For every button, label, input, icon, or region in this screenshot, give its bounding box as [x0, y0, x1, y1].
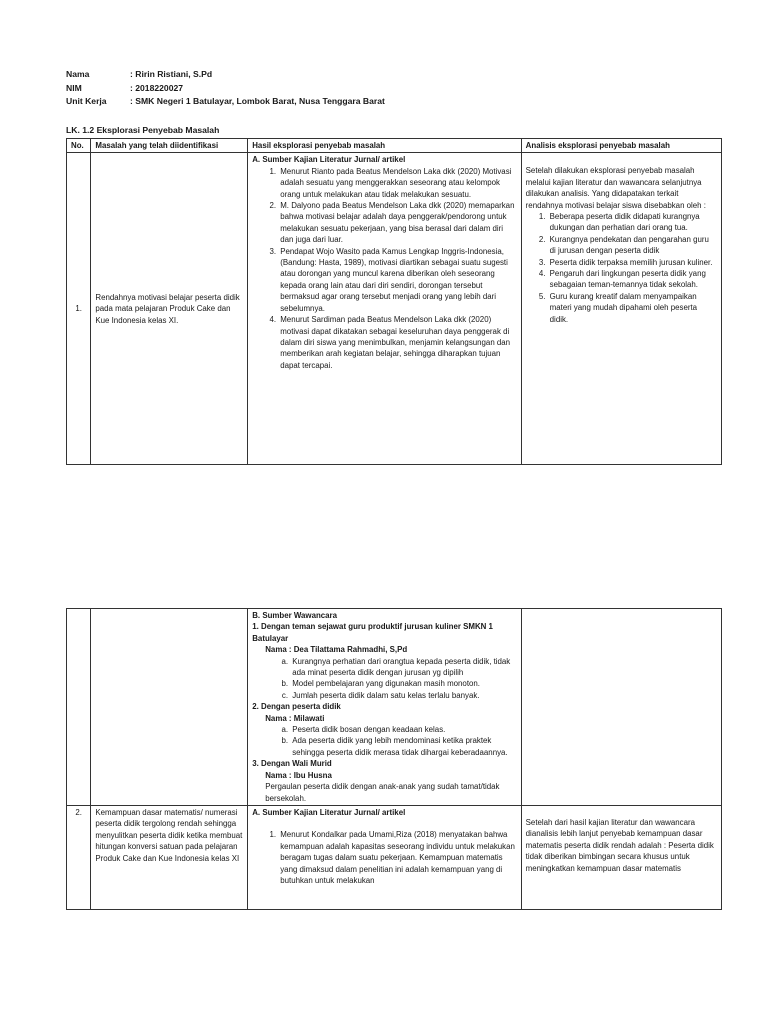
- list-item: b. Ada peserta didik yang lebih mendominasi ketika praktek sehingga peserta didik merasa tidak dihargai keberadaannya.: [290, 735, 516, 758]
- list-item: 4. Pengaruh dari lingkungan peserta didik yang sebagaian teman-temannya tidak sekolah.: [548, 268, 717, 291]
- unit-kerja-label: Unit Kerja: [66, 96, 107, 106]
- nim-label: NIM: [66, 82, 82, 93]
- nim-row: [66, 82, 385, 96]
- list-item: a. Peserta didik bosan dengan keadaan kelas.: [290, 724, 516, 735]
- table-row: [67, 805, 722, 909]
- list-item: 2. M. Dalyono pada Beatus Mendelson Laka dkk (2020) memaparkan bahwa motivasi belajar adalah daya penggerak/pendorong untuk melakukan sesuatu pekerjaan, yang bisa berasal dari dalam diri dan juga dari luar.: [278, 200, 516, 246]
- exploration-table-page2: [66, 608, 722, 910]
- list-item: b. Model pembelajaran yang digunakan masih monoton.: [290, 678, 516, 689]
- analisis-text: Setelah dari hasil kajian literatur dan wawancara dianalisis lebih lanjut penyebab kemampuan dasar matematis peserta didik rendah adalah : Peserta didik tidak diberikan bimbingan secara khusus untuk meningkatkan kemampuan dasar matematis: [525, 817, 714, 873]
- interview-3-title: 3. Dengan Wali Murid: [252, 759, 332, 769]
- hasil-cell: [248, 153, 521, 465]
- section-a-heading: A. Sumber Kajian Literatur Jurnal/ artikel: [252, 807, 406, 817]
- section-b-heading: B. Sumber Wawancara: [252, 611, 338, 620]
- literature-list: [252, 829, 516, 886]
- interview-1-name: Nama : Dea Tilattama Rahmadhi, S,Pd: [265, 645, 408, 655]
- unit-kerja-value: : SMK Negeri 1 Batulayar, Lombok Barat, Nusa Tenggara Barat: [130, 96, 385, 106]
- col-header-no: No.: [67, 139, 91, 153]
- wawancara-cell: [248, 609, 521, 806]
- list-item: 1. Beberapa peserta didik didapati kurangnya dukungan dan perhatian dari orang tua.: [548, 211, 717, 234]
- list-item: 3. Peserta didik terpaksa memilih jurusan kuliner.: [548, 257, 717, 268]
- analisis-cell: [521, 153, 721, 465]
- masalah-cell-empty: [91, 609, 248, 806]
- col-header-hasil: Hasil eksplorasi penyebab masalah: [248, 139, 521, 153]
- analisis-intro: Setelah dilakukan eksplorasi penyebab masalah melalui kajian literatur dan wawancara selanjutnya dilakukan analisis. Yang didapatakan terkait rendahnya motivasi belajar siswa disebabkan oleh :: [525, 166, 706, 210]
- nama-row: [66, 68, 385, 82]
- identity-block: [66, 68, 385, 109]
- table-header-row: [67, 139, 722, 153]
- masalah-cell: Rendahnya motivasi belajar peserta didik pada mata pelajaran Produk Cake dan Kue Indonesia kelas XI.: [91, 153, 248, 465]
- analisis-cell: [521, 805, 721, 909]
- col-header-masalah: Masalah yang telah diidentifikasi: [91, 139, 248, 153]
- interview-2-title: 2. Dengan peserta didik: [252, 702, 341, 712]
- literature-list: [252, 166, 516, 371]
- list-item: 1. Menurut Kondalkar pada Umami,Riza (2018) menyatakan bahwa kemampuan adalah kapasitas seseorang individu untuk melakukan beragam tugas dalam suatu pekerjaan. Kemampuan matematis yang dimaksud dalam penelitian ini adalah kemampuan yang di butuhkan untuk melakukan: [278, 829, 516, 886]
- list-item: 2. Kurangnya pendekatan dan pengarahan guru di jurusan dengan peserta didik: [548, 234, 717, 257]
- section-a-heading: A. Sumber Kajian Literatur Jurnal/ artikel: [252, 155, 406, 165]
- row-number: 2.: [67, 805, 91, 909]
- exploration-table-page1: [66, 138, 722, 465]
- interview-2-list: [252, 724, 516, 758]
- list-item: c. Jumlah peserta didik dalam satu kelas terlalu banyak.: [290, 690, 516, 701]
- masalah-cell: Kemampuan dasar matematis/ numerasi peserta didik tergolong rendah sehingga menyulitkan peserta didik ketika membuat hitungan konversi satuan pada pelajaran Produk Cake dan Kue Indonesia kelas XI: [91, 805, 248, 909]
- interview-1-title: 1. Dengan teman sejawat guru produktif jurusan kuliner SMKN 1 Batulayar: [252, 622, 493, 643]
- interview-1-list: [252, 656, 516, 702]
- nama-label: Nama: [66, 69, 90, 79]
- list-item: 1. Menurut Rianto pada Beatus Mendelson Laka dkk (2020) Motivasi adalah sesuatu yang menggerakkan seseorang atau kelompok orang untuk melakukan atau tidak melakukan sesuatu.: [278, 166, 516, 200]
- row-number: 1.: [67, 153, 91, 465]
- row-number-empty: [67, 609, 91, 806]
- hasil-cell: [248, 805, 521, 909]
- table-row: [67, 153, 722, 465]
- analisis-list: [526, 211, 717, 325]
- analisis-cell-empty: [521, 609, 721, 806]
- list-item: 4. Menurut Sardiman pada Beatus Mendelson Laka dkk (2020) motivasi dapat dikatakan sebagai keseluruhan daya penggerak di dalam diri siswa yang menimbulkan, menjamin kelangsungan dan memberikan arah kegiatan belajar, sehingga diharapkan tujuan dapat tercapai.: [278, 314, 516, 371]
- interview-2-name: Nama : Milawati: [265, 713, 325, 723]
- col-header-analisis: Analisis eksplorasi penyebab masalah: [521, 139, 721, 153]
- table-row: [67, 609, 722, 806]
- list-item: a. Kurangnya perhatian dari orangtua kepada peserta didik, tidak ada minat peserta didik dengan jurusan yg dipilih: [290, 656, 516, 679]
- worksheet-title: LK. 1.2 Eksplorasi Penyebab Masalah: [66, 125, 220, 135]
- list-item: 3. Pendapat Wojo Wasito pada Kamus Lengkap Inggris-Indonesia, (Bandung: Hasta, 1989), motivasi diartikan sebagai suatu sugesti atau dorongan yang muncul karena diberikan oleh seseorang kepada orang lain atau dari diri sendiri, dorongan tersebut bermaksud agar orang tersebut menjadi orang yang lebih dari sebelumnya.: [278, 246, 516, 314]
- interview-3-text: Pergaulan peserta didik dengan anak-anak yang sudah tamat/tidak bersekolah.: [265, 782, 500, 803]
- interview-3-name: Nama : Ibu Husna: [265, 770, 332, 780]
- unit-kerja-row: [66, 95, 385, 109]
- nim-value: : 2018220027: [130, 82, 184, 93]
- nama-value: : Ririn Ristiani, S.Pd: [130, 69, 213, 79]
- list-item: 5. Guru kurang kreatif dalam menyampaikan materi yang mudah dipahami oleh peserta didik.: [548, 291, 717, 325]
